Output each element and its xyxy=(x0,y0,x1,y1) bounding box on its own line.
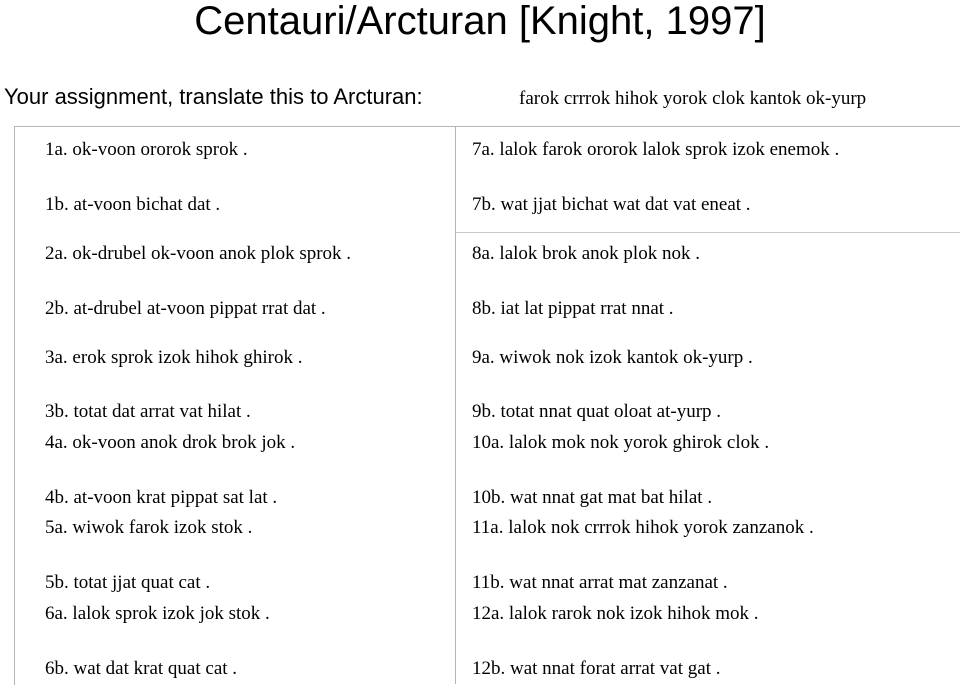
sentence-12a: 12a. lalok rarok nok izok hihok mok . xyxy=(472,603,759,624)
sentence-1a: 1a. ok-voon ororok sprok . xyxy=(45,139,248,160)
column-divider xyxy=(455,126,456,684)
slide-title: Centauri/Arcturan [Knight, 1997] xyxy=(194,0,766,43)
sentence-8b: 8b. iat lat pippat rrat nnat . xyxy=(472,298,674,319)
sentence-2b: 2b. at-drubel at-voon pippat rrat dat . xyxy=(45,298,326,319)
row-separator xyxy=(456,232,960,233)
sentence-4a: 4a. ok-voon anok drok brok jok . xyxy=(45,432,296,453)
sentence-5a: 5a. wiwok farok izok stok . xyxy=(45,517,253,538)
sentence-10a: 10a. lalok mok nok yorok ghirok clok . xyxy=(472,432,770,453)
sentence-1b: 1b. at-voon bichat dat . xyxy=(45,194,221,215)
sentence-7a: 7a. lalok farok ororok lalok sprok izok enemok . xyxy=(472,139,840,160)
sentence-11a: 11a. lalok nok crrrok hihok yorok zanzanok . xyxy=(472,517,814,538)
target-sentence: farok crrrok hihok yorok clok kantok ok-yurp xyxy=(519,88,867,109)
sentence-6b: 6b. wat dat krat quat cat . xyxy=(45,658,238,679)
sentence-7b: 7b. wat jjat bichat wat dat vat eneat . xyxy=(472,194,751,215)
sentence-4b: 4b. at-voon krat pippat sat lat . xyxy=(45,487,278,508)
sentence-3b: 3b. totat dat arrat vat hilat . xyxy=(45,401,251,422)
sentence-10b: 10b. wat nnat gat mat bat hilat . xyxy=(472,487,713,508)
sentence-2a: 2a. ok-drubel ok-voon anok plok sprok . xyxy=(45,243,352,264)
sentence-9b: 9b. totat nnat quat oloat at-yurp . xyxy=(472,401,722,422)
sentence-11b: 11b. wat nnat arrat mat zanzanat . xyxy=(472,572,728,593)
assignment-prompt: Your assignment, translate this to Arcturan: xyxy=(4,84,423,109)
sentence-8a: 8a. lalok brok anok plok nok . xyxy=(472,243,700,264)
sentence-9a: 9a. wiwok nok izok kantok ok-yurp . xyxy=(472,347,753,368)
sentence-12b: 12b. wat nnat forat arrat vat gat . xyxy=(472,658,721,679)
sentence-3a: 3a. erok sprok izok hihok ghirok . xyxy=(45,347,303,368)
sentence-5b: 5b. totat jjat quat cat . xyxy=(45,572,211,593)
sentence-6a: 6a. lalok sprok izok jok stok . xyxy=(45,603,270,624)
